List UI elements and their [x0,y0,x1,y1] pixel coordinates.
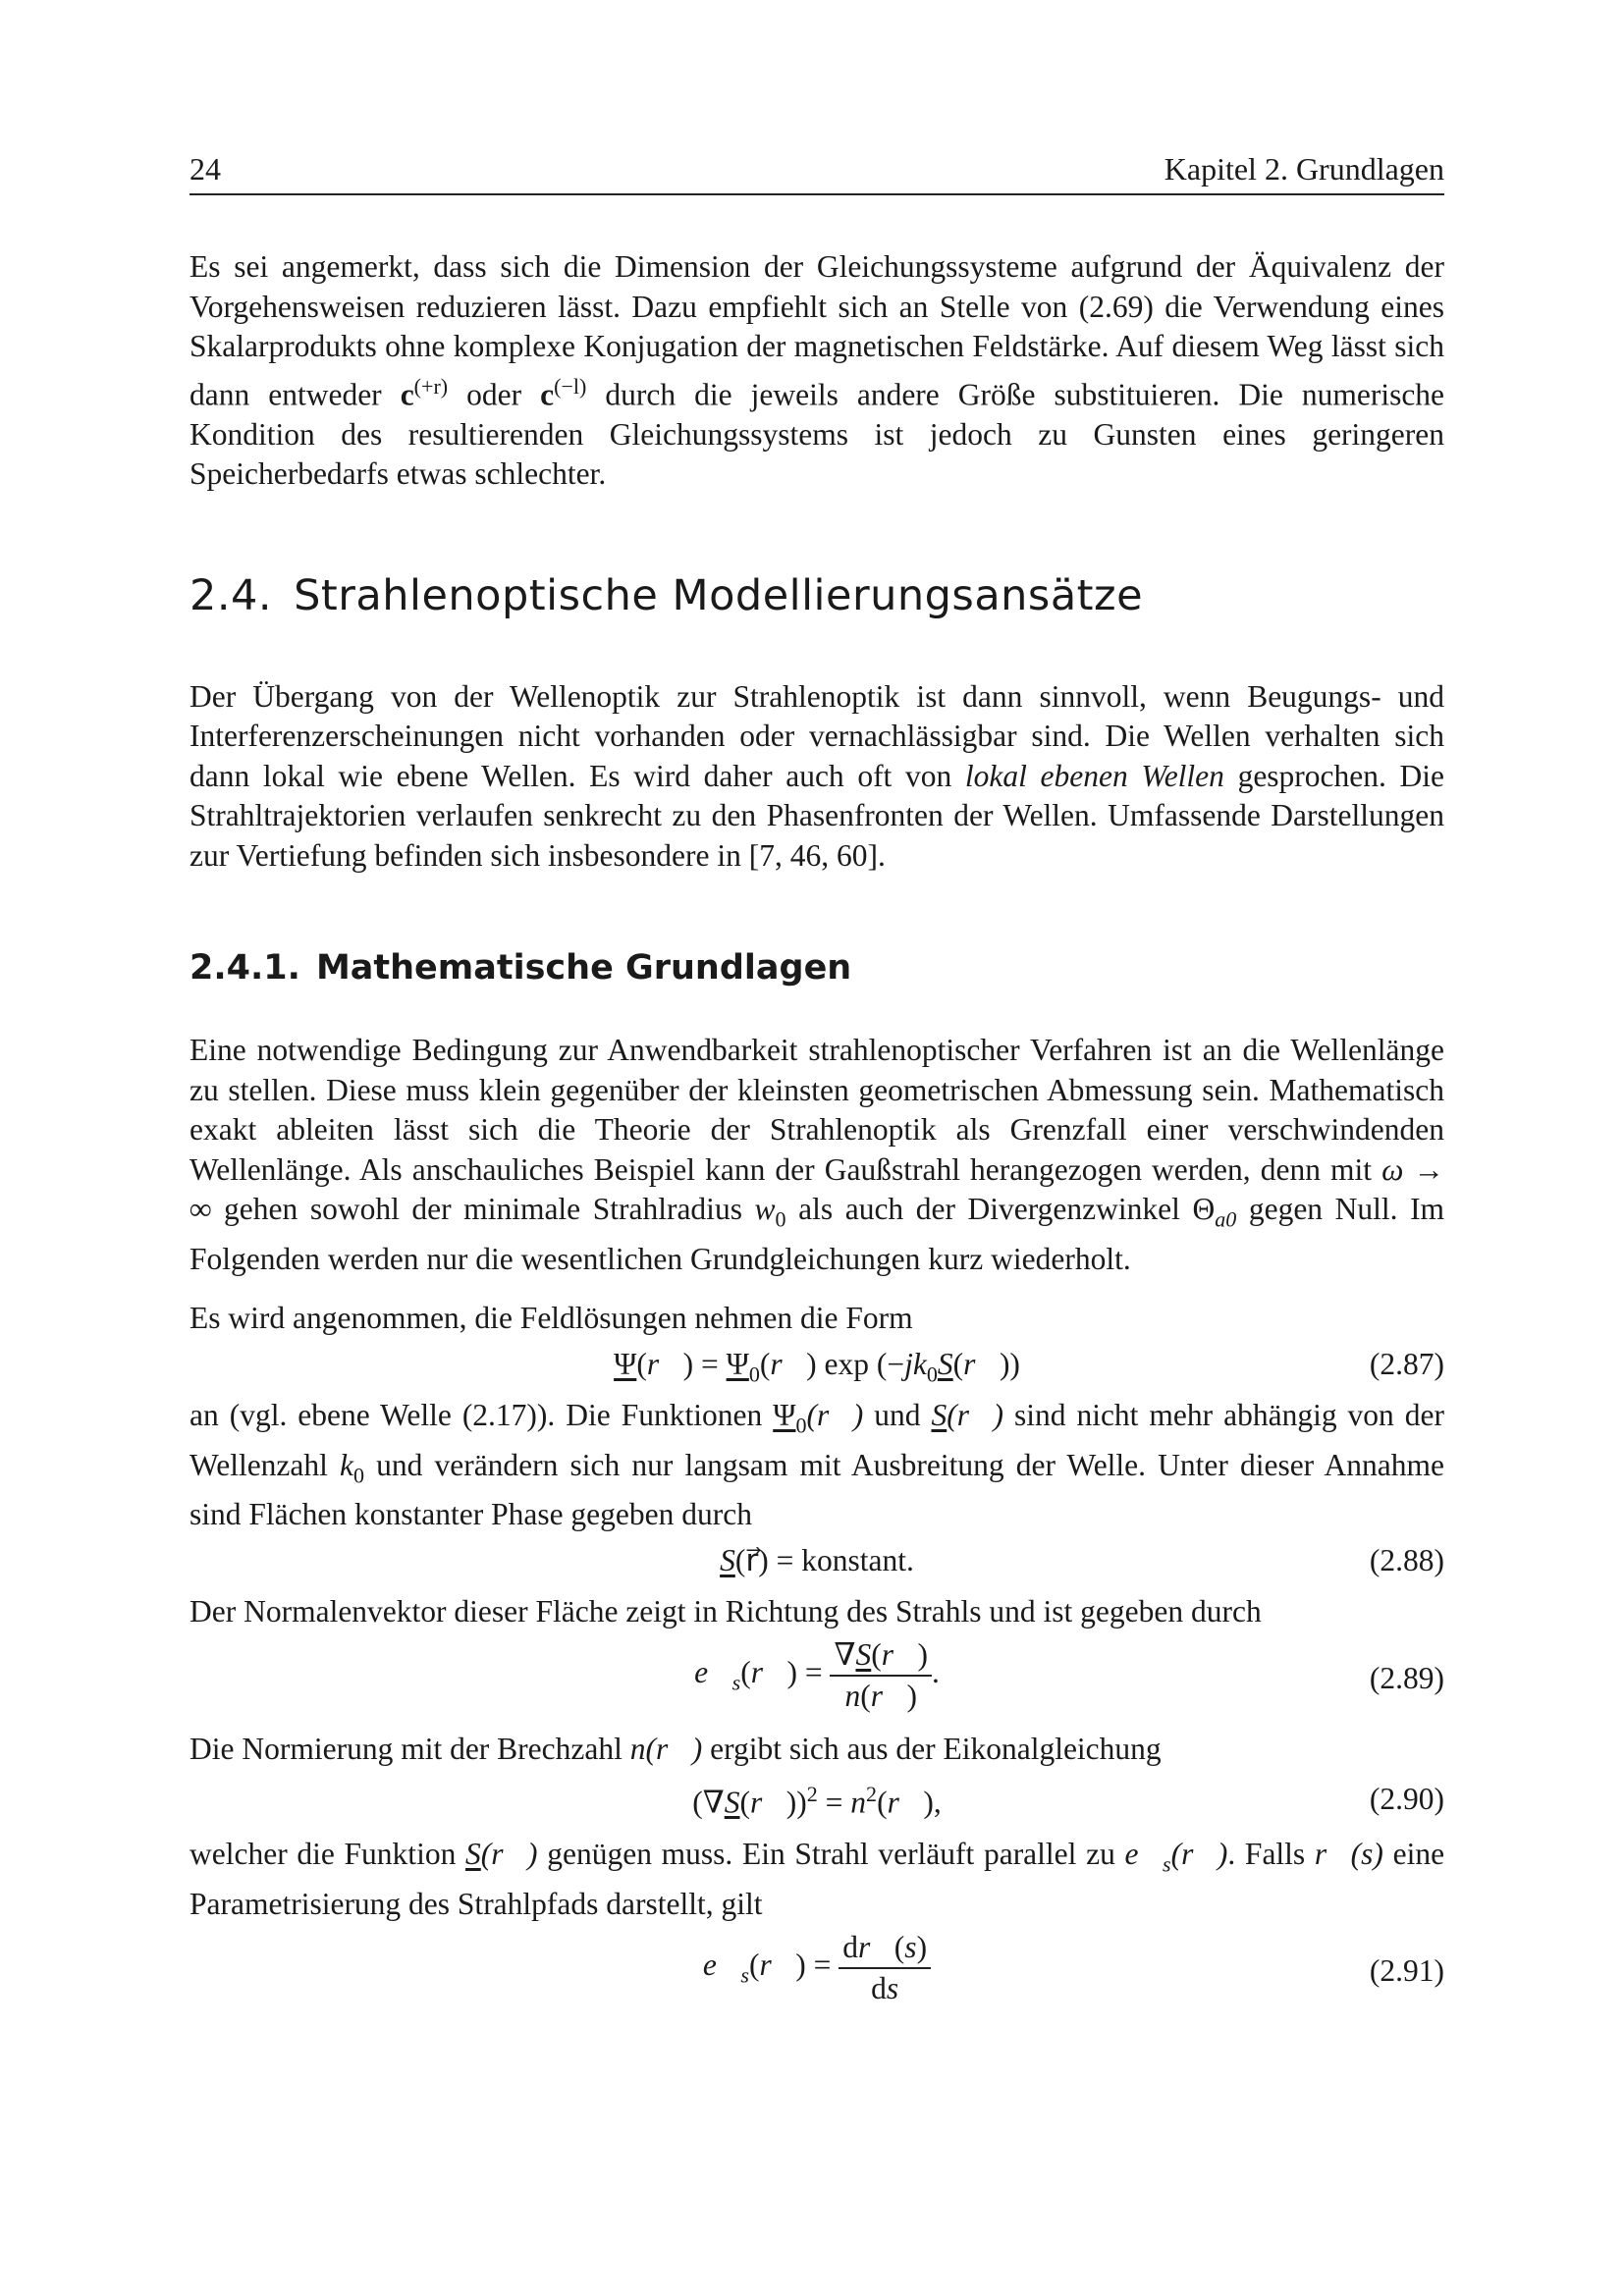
equation-body: $e⃗_s(r⃗)$ = $\frac{dr⃗(s)}{ds}$ [189,1930,1444,2006]
subsection-heading: 2.4.1. Mathematische Grundlagen [189,948,852,988]
equation-2-88 [189,1535,1444,1592]
subsection-paragraph-2: Es wird angenommen, die Feldlösungen nehmen die Form [189,1301,913,1336]
paper-page [189,147,1444,2022]
fraction: $\frac{\nabla S(r⃗)}{n(r⃗)}$ [830,1637,932,1714]
equation-2-91 [189,1924,1444,2022]
fraction: $\frac{dr⃗(s)}{ds}$ [839,1930,931,2006]
equation-body: Ψ(r⃗) = $\Psi_0(r⃗)$ $\exp (-jk_0S(r⃗))$ [614,1346,1020,1387]
header-rule [189,193,1444,195]
subsection-paragraph-6: welcher die Funktion S(r⃗) genügen muss. Ein Strahl verläuft parallel zu $e⃗_s(r⃗)$. Falls r⃗(s) eine Parametrisierung des Strahlpfads darstellt, gilt [189,1836,1445,1921]
subsection-paragraph-1: Eine notwendige Bedingung zur Anwendbarkeit strahlenoptischer Verfahren ist an die Wellenlänge zu stellen. Diese muss klein gegenüber der kleinsten geometrischen Abmessung sein. Mathematisch exakt ableiten lässt sich die Theorie der Strahlenoptik als Grenzfall einer verschwindenden Wellenlänge. Als anschauliches Beispiel kann der Gaußstrahl herangezogen werden, denn mit ω → ∞ gehen sowohl der minimale Strahlradius $w_0$ als auch der Divergenzwinkel $\Theta_{a0}$ gegen Null. Im Folgenden werden nur die wesentlichen Grundgleichungen kurz wiederholt. [189,1033,1445,1276]
subsection-paragraph-4: Der Normalenvektor dieser Fläche zeigt in Richtung des Strahls und ist gegeben durch [189,1593,1262,1629]
subsection-paragraph-5: Die Normierung mit der Brechzahl n(r⃗) ergibt sich aus der Eikonalgleichung [189,1732,1162,1767]
section-heading: 2.4. Strahlenoptische Modellierungsansätze [189,570,1144,620]
intro-paragraph: Es sei angemerkt, dass sich die Dimension der Gleichungssysteme aufgrund der Äquivalenz der Vorgehensweisen reduzieren lässt. Dazu empfiehlt sich an Stelle von (2.69) die Verwendung eines Skalarprodukts ohne komplexe Konjugation der magnetischen Feldstärke. Auf diesem Weg lässt sich dann entweder $c^{(+r)}$ oder $c^{(-l)}$ durch die jeweils andere Größe substituieren. Die numerische Kondition des resultierenden Gleichungssystems ist jedoch zu Gunsten eines geringeren Speicherbedarfs etwas schlechter. [189,249,1445,491]
subsection-paragraph-3: an (vgl. ebene Welle (2.17)). Die Funktionen $\Psi_0(r⃗)$ und S(r⃗) sind nicht mehr abhängig von der Wellenzahl $k_0$ und verändern sich nur langsam mit Ausbreitung der Welle. Unter dieser Annahme sind Flächen konstanter Phase gegeben durch [189,1397,1445,1532]
equation-2-87 [189,1339,1444,1396]
equation-body: $e⃗_s(r⃗)$ = $\frac{\nabla S(r⃗)}{n(r⃗)}$ . [694,1637,940,1714]
equation-body: (∇S(r⃗))$^2$ = $n^2(r⃗)$, [692,1781,942,1820]
equation-2-90 [189,1770,1444,1835]
running-header [189,147,1444,192]
equation-number: (2.88) [1369,1542,1444,1577]
equation-body: S(r⃗) = konstant. [720,1542,914,1577]
equation-number: (2.87) [1369,1346,1444,1381]
equation-number: (2.90) [1369,1781,1444,1816]
equation-2-89 [189,1631,1444,1730]
page-number: 24 [189,151,221,187]
running-title: Kapitel 2. Grundlagen [1164,151,1444,187]
equation-number: (2.91) [1369,1953,1444,1989]
section-paragraph: Der Übergang von der Wellenoptik zur Strahlenoptik ist dann sinnvoll, wenn Beugungs- und Interferenzerscheinungen nicht vorhanden oder vernachlässigbar sind. Die Wellen verhalten sich dann lokal wie ebene Wellen. Es wird daher auch oft von lokal ebenen Wellen gesprochen. Die Strahltrajektorien verlaufen senkrecht zu den Phasenfronten der Wellen. Umfassende Darstellungen zur Vertiefung befinden sich insbesondere in [7, 46, 60]. [189,678,1445,873]
equation-number: (2.89) [1369,1661,1444,1696]
